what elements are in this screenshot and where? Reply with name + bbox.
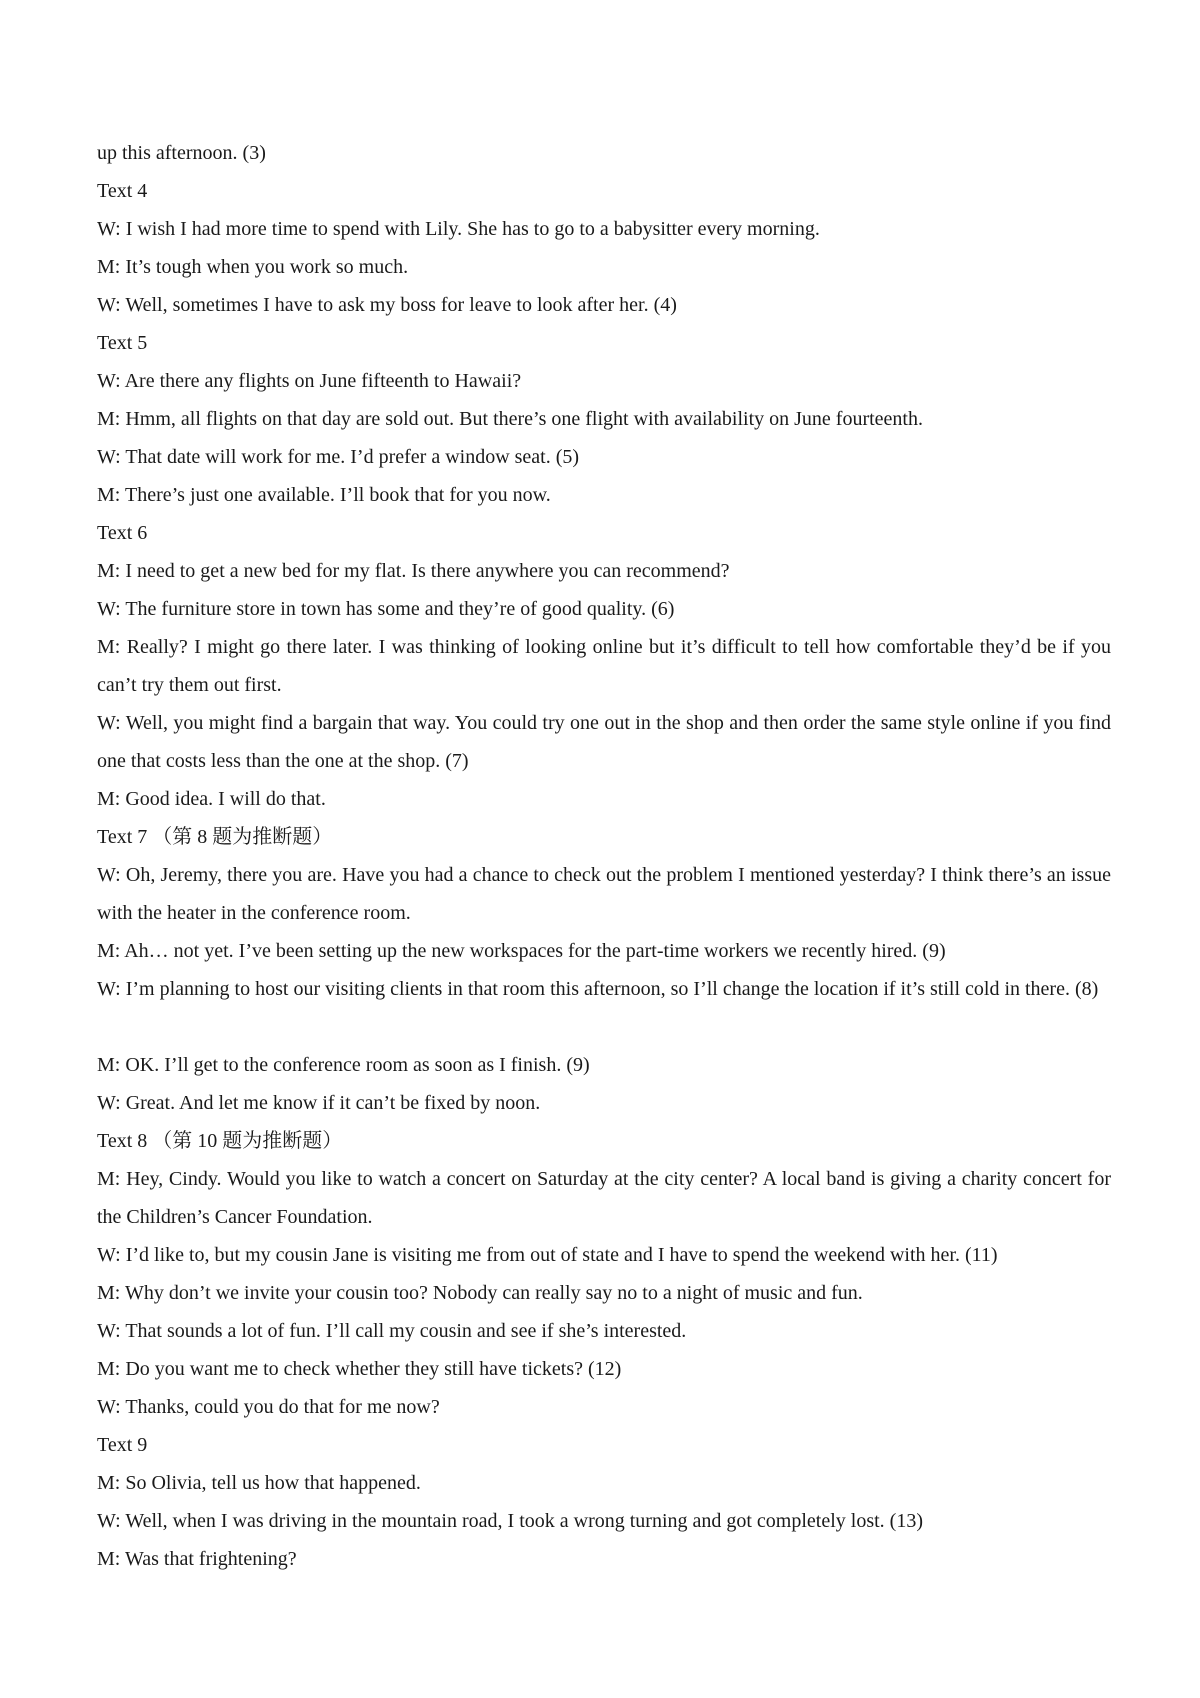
transcript-body [97,134,1111,1578]
text-line: M: So Olivia, tell us how that happened. [97,1472,421,1494]
text-line: M: Was that frightening? [97,1548,297,1570]
text-paragraph: W: Oh, Jeremy, there you are. Have you had a chance to check out the problem I mentioned yesterday? I think there’s an issue with the heater in the conference room. [97,864,1111,924]
text-line: M: It’s tough when you work so much. [97,256,409,278]
section-heading-text-9: Text 9 [97,1434,148,1456]
text-line: W: Well, sometimes I have to ask my boss for leave to look after her. (4) [97,294,677,316]
text-line: W: Are there any flights on June fifteenth to Hawaii? [97,370,522,392]
section-heading-text-4: Text 4 [97,180,148,202]
text-line: W: That date will work for me. I’d prefer a window seat. (5) [97,446,580,468]
text-line: M: Why don’t we invite your cousin too? Nobody can really say no to a night of music and fun. [97,1282,863,1304]
text-line: M: Do you want me to check whether they still have tickets? (12) [97,1358,622,1380]
text-paragraph: W: I’m planning to host our visiting clients in that room this afternoon, so I’ll change the location if it’s still cold in there. (8) [97,978,1099,1000]
section-heading-text-8: Text 8 （第 10 题为推断题） [97,1130,343,1152]
text-line: M: There’s just one available. I’ll book that for you now. [97,484,551,506]
text-line: W: I wish I had more time to spend with Lily. She has to go to a babysitter every morning. [97,218,820,240]
text-line: M: Good idea. I will do that. [97,788,326,810]
text-line: M: Hmm, all flights on that day are sold out. But there’s one flight with availability on June fourteenth. [97,408,923,430]
section-heading-text-6: Text 6 [97,522,148,544]
text-line: W: Great. And let me know if it can’t be fixed by noon. [97,1092,541,1114]
text-paragraph: M: Hey, Cindy. Would you like to watch a concert on Saturday at the city center? A local band is giving a charity concert for the Children’s Cancer Foundation. [97,1168,1111,1228]
text-line: W: The furniture store in town has some and they’re of good quality. (6) [97,598,675,620]
text-line: M: OK. I’ll get to the conference room as soon as I finish. (9) [97,1054,590,1076]
section-heading-text-7: Text 7 （第 8 题为推断题） [97,826,333,848]
text-line: W: I’d like to, but my cousin Jane is visiting me from out of state and I have to spend the weekend with her. (11) [97,1244,998,1266]
text-paragraph: M: Really? I might go there later. I was thinking of looking online but it’s difficult to tell how comfortable they’d be if you can’t try them out first. [97,636,1111,696]
text-line: M: I need to get a new bed for my flat. Is there anywhere you can recommend? [97,560,730,582]
text-paragraph: W: Well, you might find a bargain that way. You could try one out in the shop and then order the same style online if you find one that costs less than the one at the shop. (7) [97,712,1111,772]
text-line: M: Ah… not yet. I’ve been setting up the new workspaces for the part-time workers we recently hired. (9) [97,940,946,962]
text-line: W: That sounds a lot of fun. I’ll call my cousin and see if she’s interested. [97,1320,687,1342]
section-heading-text-5: Text 5 [97,332,148,354]
text-line: W: Well, when I was driving in the mountain road, I took a wrong turning and got completely lost. (13) [97,1510,924,1532]
text-line: up this afternoon. (3) [97,142,266,164]
text-line: W: Thanks, could you do that for me now? [97,1396,440,1418]
